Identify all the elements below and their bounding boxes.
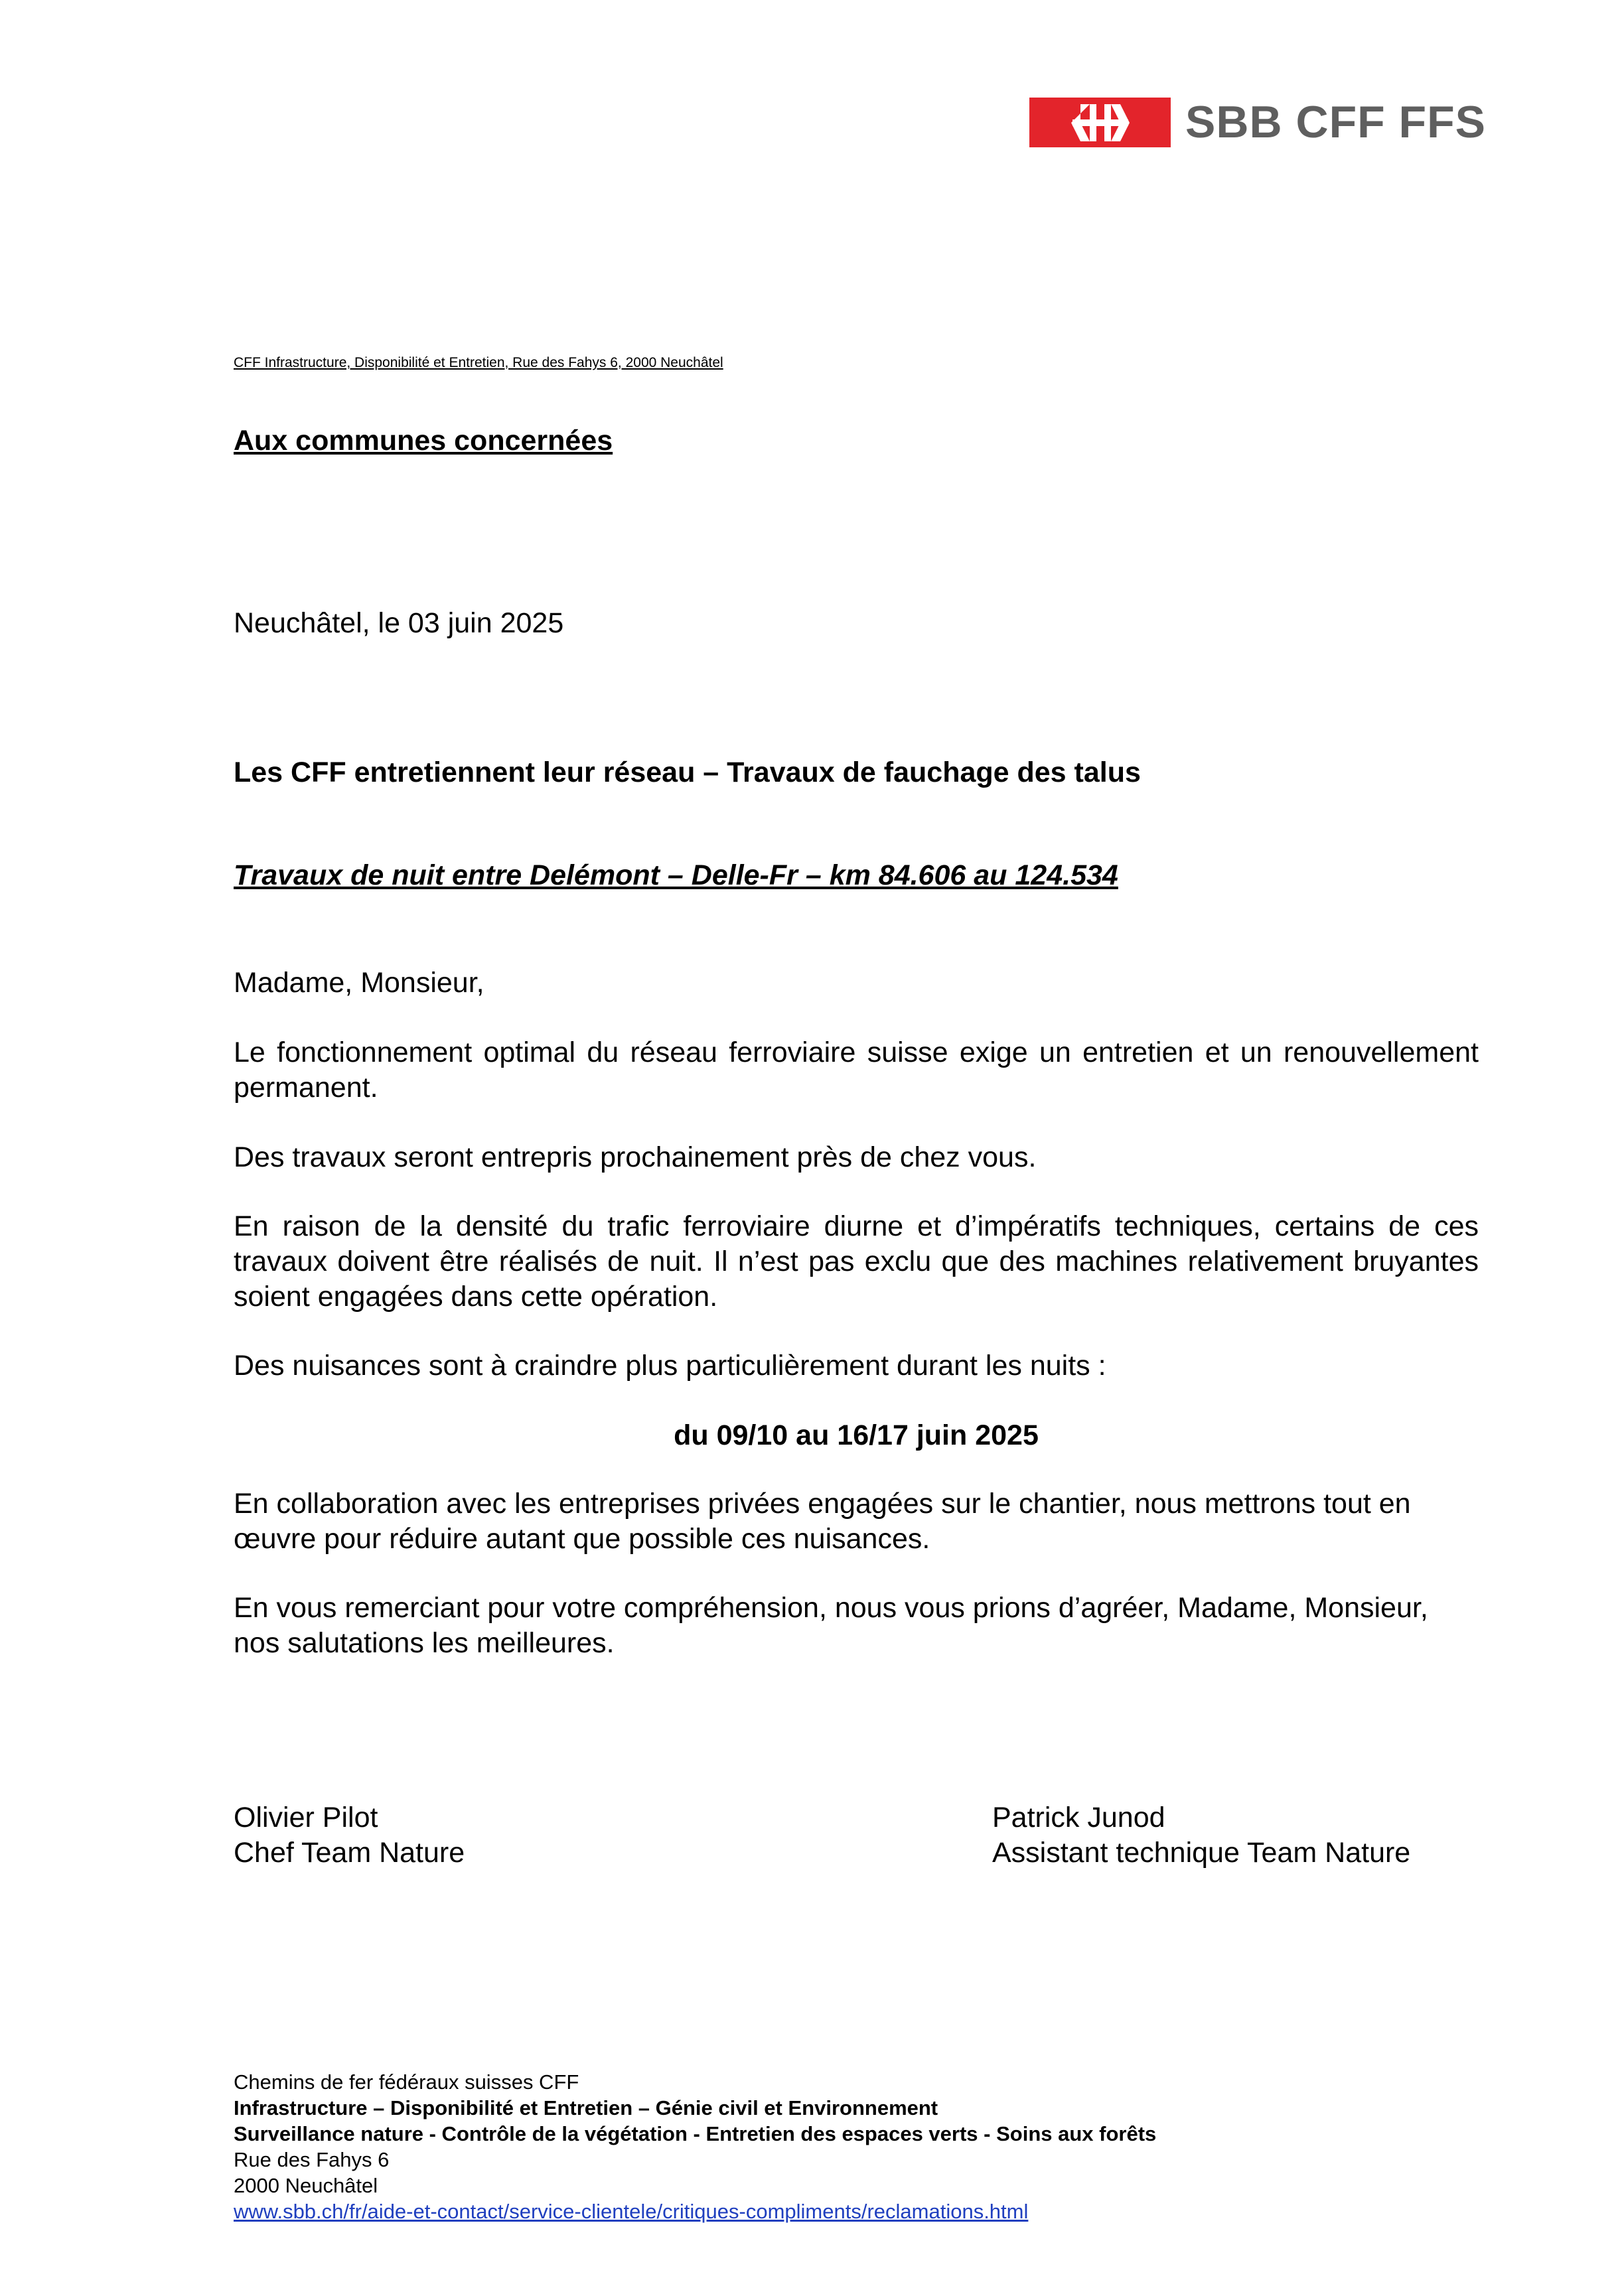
paragraph-2: Des travaux seront entrepris prochainement près de chez vous. xyxy=(234,1141,1037,1173)
signatory-name: Olivier Pilot xyxy=(234,1802,378,1833)
footer-unit: Surveillance nature - Contrôle de la végétation - Entretien des espaces verts - Soins aux forêts xyxy=(234,2122,1157,2145)
signatory-title: Assistant technique Team Nature xyxy=(992,1837,1411,1869)
nights-period: du 09/10 au 16/17 juin 2025 xyxy=(674,1419,1039,1451)
footer-city: 2000 Neuchâtel xyxy=(234,2174,378,2197)
letter-date: Neuchâtel, le 03 juin 2025 xyxy=(234,607,564,639)
paragraph-3: En raison de la densité du trafic ferroviaire diurne et d’impératifs techniques, certains de ces travaux doivent être réalisés de nuit. Il n’est pas exclu que des machines relativement bruyantes soient engagées dans cette opération. xyxy=(234,1210,1479,1313)
signature-block-1 xyxy=(234,1800,465,1871)
paragraph-5: En collaboration avec les entreprises privées engagées sur le chantier, nous mettrons tout en œuvre pour réduire autant que possible ces nuisances. xyxy=(234,1488,1411,1555)
paragraph-1: Le fonctionnement optimal du réseau ferroviaire suisse exige un entretien et un renouvellement permanent. xyxy=(234,1037,1479,1104)
brand-name: SBB CFF FFS xyxy=(1185,97,1486,147)
signatory-name: Patrick Junod xyxy=(992,1802,1165,1833)
sbb-logo xyxy=(1029,98,1486,147)
footer xyxy=(234,2069,1156,2224)
letter-subject: Les CFF entretiennent leur réseau – Travaux de fauchage des talus xyxy=(234,756,1141,788)
greeting: Madame, Monsieur, xyxy=(234,967,484,999)
footer-division: Infrastructure – Disponibilité et Entretien – Génie civil et Environnement xyxy=(234,2096,938,2119)
footer-link[interactable]: www.sbb.ch/fr/aide-et-contact/service-clientele/critiques-compliments/reclamations.html xyxy=(234,2200,1029,2223)
letter-subtitle: Travaux de nuit entre Delémont – Delle-Fr – km 84.606 au 124.534 xyxy=(234,859,1118,891)
signatory-title: Chef Team Nature xyxy=(234,1837,465,1869)
sbb-double-arrow-icon xyxy=(1029,98,1171,147)
footer-street: Rue des Fahys 6 xyxy=(234,2148,390,2171)
footer-org: Chemins de fer fédéraux suisses CFF xyxy=(234,2070,579,2094)
signature-block-2 xyxy=(992,1800,1410,1871)
paragraph-6: En vous remerciant pour votre compréhension, nous vous prions d’agréer, Madame, Monsieur, nos salutations les meilleures. xyxy=(234,1592,1428,1659)
paragraph-4: Des nuisances sont à craindre plus particulièrement durant les nuits : xyxy=(234,1350,1106,1382)
sender-address-line: CFF Infrastructure, Disponibilité et Entretien, Rue des Fahys 6, 2000 Neuchâtel xyxy=(234,355,723,370)
recipient: Aux communes concernées xyxy=(234,425,613,457)
